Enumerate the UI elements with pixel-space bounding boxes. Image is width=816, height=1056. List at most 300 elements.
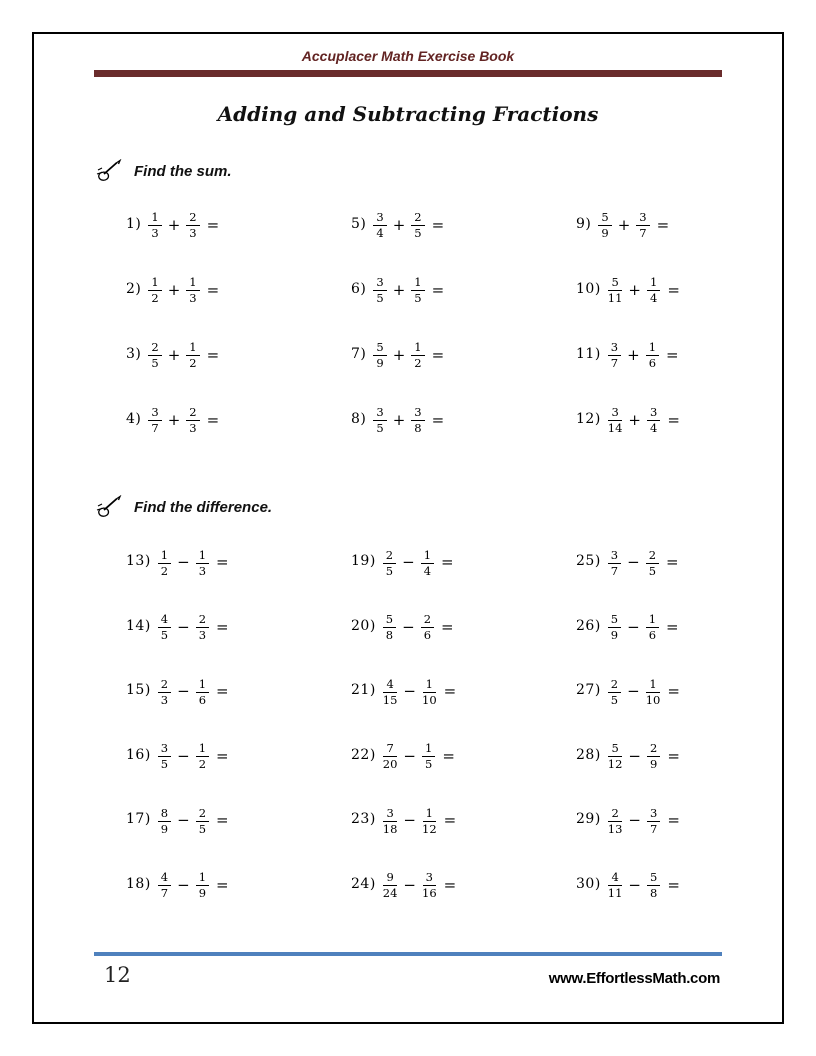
problem-number: 5) <box>351 215 367 232</box>
fraction-b-denominator: 4 <box>650 291 658 305</box>
fraction-a <box>158 678 171 707</box>
fraction-b-denominator: 9 <box>198 886 207 901</box>
fraction-problem <box>576 323 801 388</box>
fraction-b-denominator: 2 <box>198 757 207 772</box>
fraction-a-denominator: 9 <box>610 628 619 643</box>
operator-sign: − <box>628 875 641 894</box>
fraction-a <box>373 276 386 305</box>
fraction-b <box>422 742 435 771</box>
equals-sign: = <box>431 280 445 299</box>
fraction-b-numerator: 3 <box>636 211 649 226</box>
fraction-b <box>196 871 209 900</box>
problem-number: 3) <box>126 345 142 362</box>
fraction-problem <box>576 854 801 919</box>
fraction-a-denominator: 5 <box>376 291 384 305</box>
fraction-a <box>373 211 386 240</box>
fraction-a-numerator: 2 <box>148 341 161 356</box>
fraction-a-numerator: 2 <box>383 549 396 564</box>
equals-sign: = <box>216 682 229 701</box>
operator-sign: + <box>167 215 181 234</box>
book-header-title: Accuplacer Math Exercise Book <box>301 48 515 64</box>
fraction-b-denominator: 7 <box>639 226 647 240</box>
fraction-a-numerator: 8 <box>158 807 171 822</box>
fraction-b <box>411 211 424 240</box>
fraction-a <box>608 276 623 305</box>
equals-sign: = <box>442 746 455 765</box>
fraction-b <box>422 678 437 707</box>
fraction-b-numerator: 1 <box>421 549 434 564</box>
fraction-a-denominator: 7 <box>151 421 159 435</box>
fraction-b-denominator: 4 <box>650 421 658 435</box>
operator-sign: − <box>627 682 640 701</box>
fraction-b-numerator: 5 <box>647 871 660 886</box>
operator-sign: − <box>403 682 416 701</box>
fraction-a-denominator: 13 <box>607 821 623 836</box>
fraction-b-denominator: 6 <box>648 356 657 370</box>
fraction-a-denominator: 9 <box>160 821 169 836</box>
equals-sign: = <box>666 553 679 572</box>
equals-sign: = <box>667 875 680 894</box>
fraction-b <box>421 613 434 642</box>
fraction-problem <box>351 596 576 661</box>
fraction-b-denominator: 7 <box>650 821 658 836</box>
fraction-a-numerator: 5 <box>373 341 386 356</box>
fraction-b <box>196 807 209 836</box>
fraction-b-denominator: 5 <box>648 563 657 578</box>
problem-number: 6) <box>351 280 367 297</box>
fraction-b-numerator: 1 <box>422 742 435 757</box>
problem-number: 9) <box>576 215 592 232</box>
fraction-b-numerator: 2 <box>646 549 659 564</box>
equals-sign: = <box>441 617 454 636</box>
fraction-problem <box>126 531 351 596</box>
equals-sign: = <box>216 875 229 894</box>
problem-number: 21) <box>351 682 376 699</box>
fraction-a-denominator: 8 <box>385 628 394 643</box>
fraction-b <box>647 406 660 435</box>
operator-sign: − <box>177 682 190 701</box>
fraction-b-numerator: 1 <box>196 742 209 757</box>
fraction-problem <box>126 323 351 388</box>
fraction-b-denominator: 8 <box>650 886 658 901</box>
fraction-a-denominator: 5 <box>160 757 169 772</box>
fraction-problem <box>576 193 801 258</box>
operator-sign: − <box>177 811 190 830</box>
fraction-a <box>158 742 171 771</box>
fraction-a-numerator: 2 <box>608 678 621 693</box>
fraction-a-denominator: 3 <box>160 692 169 707</box>
fraction-b-denominator: 2 <box>189 356 197 370</box>
fraction-b <box>647 871 660 900</box>
equals-sign: = <box>667 410 680 429</box>
fraction-a-denominator: 5 <box>160 628 169 643</box>
problem-number: 30) <box>576 875 601 892</box>
fraction-a-denominator: 5 <box>385 563 394 578</box>
operator-sign: − <box>627 617 640 636</box>
operator-sign: + <box>392 410 406 429</box>
fraction-a-denominator: 7 <box>610 356 619 370</box>
fraction-b <box>421 549 434 578</box>
equals-sign: = <box>216 617 229 636</box>
problem-number: 15) <box>126 682 151 699</box>
fraction-a-numerator: 1 <box>148 276 161 291</box>
problem-number: 26) <box>576 617 601 634</box>
fraction-b <box>196 742 209 771</box>
equals-sign: = <box>667 811 680 830</box>
equals-sign: = <box>206 410 220 429</box>
fraction-problem <box>576 258 801 323</box>
fraction-a-numerator: 5 <box>608 276 621 291</box>
equals-sign: = <box>667 682 680 701</box>
fraction-b-numerator: 1 <box>186 341 199 356</box>
fraction-a-numerator: 5 <box>608 613 621 628</box>
fraction-b-denominator: 12 <box>422 821 437 836</box>
fraction-b-denominator: 3 <box>189 421 197 435</box>
fraction-b-numerator: 2 <box>186 406 199 421</box>
equals-sign: = <box>431 215 445 234</box>
footer-divider-line <box>94 952 722 956</box>
fraction-problem <box>126 789 351 854</box>
fraction-b-denominator: 9 <box>650 757 658 772</box>
fraction-a-denominator: 14 <box>607 421 623 435</box>
fraction-b-numerator: 1 <box>196 871 209 886</box>
fraction-b-numerator: 1 <box>647 276 660 291</box>
fraction-b-denominator: 3 <box>198 563 207 578</box>
fraction-b-numerator: 2 <box>421 613 434 628</box>
operator-sign: − <box>177 875 190 894</box>
operator-sign: + <box>167 345 181 364</box>
fraction-b-numerator: 2 <box>196 613 209 628</box>
fraction-b <box>186 341 199 370</box>
fraction-b-denominator: 5 <box>425 757 433 772</box>
problem-number: 4) <box>126 410 142 427</box>
fraction-a-numerator: 7 <box>383 742 396 757</box>
fraction-b <box>422 807 437 836</box>
fraction-a-denominator: 7 <box>160 886 169 901</box>
fraction-b <box>646 549 659 578</box>
problem-number: 12) <box>576 410 601 427</box>
operator-sign: − <box>402 553 415 572</box>
operator-sign: − <box>177 746 190 765</box>
problem-number: 22) <box>351 746 376 763</box>
fraction-b-denominator: 16 <box>422 886 437 901</box>
fraction-a-denominator: 2 <box>160 563 169 578</box>
fraction-b-numerator: 2 <box>411 211 424 226</box>
equals-sign: = <box>666 617 679 636</box>
fraction-b-numerator: 2 <box>647 742 660 757</box>
fraction-problem <box>126 660 351 725</box>
problem-number: 14) <box>126 617 151 634</box>
fraction-a-numerator: 1 <box>148 211 161 226</box>
fraction-b <box>411 406 424 435</box>
fraction-a-numerator: 2 <box>158 678 171 693</box>
operator-sign: + <box>392 280 406 299</box>
operator-sign: − <box>628 746 641 765</box>
fraction-a-numerator: 4 <box>158 613 171 628</box>
fraction-problem <box>351 725 576 790</box>
problem-number: 19) <box>351 553 376 570</box>
fraction-b-numerator: 3 <box>423 871 436 886</box>
operator-sign: + <box>617 215 631 234</box>
fraction-b-denominator: 3 <box>189 226 197 240</box>
operator-sign: + <box>628 410 641 429</box>
section-header-sum <box>96 157 816 185</box>
operator-sign: − <box>403 746 416 765</box>
operator-sign: − <box>403 875 416 894</box>
fraction-a <box>608 406 623 435</box>
fraction-a-numerator: 4 <box>158 871 171 886</box>
section-instruction: Find the sum. <box>134 162 232 180</box>
fraction-b <box>186 406 199 435</box>
writing-hand-icon <box>96 159 122 183</box>
equals-sign: = <box>206 215 220 234</box>
fraction-b-denominator: 3 <box>189 291 197 305</box>
fraction-b-numerator: 1 <box>423 678 436 693</box>
fraction-a-denominator: 5 <box>151 356 159 370</box>
problem-number: 23) <box>351 811 376 828</box>
operator-sign: − <box>177 553 190 572</box>
fraction-b-denominator: 5 <box>414 291 422 305</box>
equals-sign: = <box>667 746 680 765</box>
fraction-problem <box>576 596 801 661</box>
fraction-a <box>158 871 171 900</box>
operator-sign: − <box>628 811 641 830</box>
fraction-a <box>383 678 398 707</box>
fraction-a <box>373 341 386 370</box>
page-title: Adding and Subtracting Fractions <box>217 102 599 126</box>
fraction-a-denominator: 12 <box>607 757 623 772</box>
fraction-a <box>383 742 398 771</box>
fraction-problem <box>576 388 801 453</box>
fraction-problem <box>126 725 351 790</box>
operator-sign: + <box>392 345 406 364</box>
operator-sign: + <box>392 215 406 234</box>
fraction-b <box>647 276 660 305</box>
problem-number: 25) <box>576 553 601 570</box>
fraction-problem <box>351 789 576 854</box>
problem-number: 8) <box>351 410 367 427</box>
problem-number: 2) <box>126 280 142 297</box>
problem-number: 16) <box>126 746 151 763</box>
fraction-a <box>608 742 623 771</box>
fraction-a <box>383 871 398 900</box>
fraction-a <box>608 613 621 642</box>
problem-number: 28) <box>576 746 601 763</box>
fraction-a <box>608 871 623 900</box>
fraction-a-numerator: 4 <box>383 678 396 693</box>
fraction-problem <box>351 388 576 453</box>
fraction-b-denominator: 5 <box>198 821 207 836</box>
fraction-a-denominator: 18 <box>382 821 398 836</box>
fraction-a-denominator: 2 <box>151 291 159 305</box>
fraction-a <box>383 549 396 578</box>
equals-sign: = <box>656 215 670 234</box>
fraction-a <box>608 549 621 578</box>
equals-sign: = <box>666 345 679 364</box>
fraction-problem <box>351 531 576 596</box>
fraction-b-denominator: 8 <box>414 421 422 435</box>
equals-sign: = <box>216 811 229 830</box>
fraction-a-numerator: 2 <box>608 807 621 822</box>
problem-number: 20) <box>351 617 376 634</box>
fraction-a-denominator: 3 <box>151 226 159 240</box>
fraction-b-numerator: 3 <box>647 807 660 822</box>
fraction-a <box>373 406 386 435</box>
fraction-b <box>647 742 660 771</box>
fraction-a-numerator: 3 <box>383 807 396 822</box>
fraction-b <box>196 613 209 642</box>
operator-sign: − <box>402 617 415 636</box>
fraction-a-numerator: 3 <box>608 549 621 564</box>
section-instruction: Find the difference. <box>134 498 273 516</box>
fraction-a-numerator: 5 <box>598 211 611 226</box>
fraction-a-numerator: 4 <box>608 871 621 886</box>
fraction-a-denominator: 11 <box>607 291 623 305</box>
fraction-a <box>608 341 621 370</box>
fraction-problem <box>126 193 351 258</box>
fraction-problem <box>576 660 801 725</box>
fraction-a <box>608 807 623 836</box>
problem-number: 1) <box>126 215 142 232</box>
operator-sign: − <box>627 553 640 572</box>
fraction-b-numerator: 1 <box>646 678 659 693</box>
writing-hand-icon <box>96 495 122 519</box>
fraction-a <box>148 406 161 435</box>
fraction-a-denominator: 5 <box>376 421 384 435</box>
fraction-a <box>383 613 396 642</box>
fraction-problem <box>126 596 351 661</box>
header-divider-bar <box>94 70 722 77</box>
fraction-a <box>148 211 161 240</box>
fraction-problem <box>351 854 576 919</box>
fraction-a-numerator: 5 <box>383 613 396 628</box>
fraction-problem <box>126 854 351 919</box>
operator-sign: − <box>177 617 190 636</box>
fraction-a-denominator: 24 <box>382 886 398 901</box>
fraction-a-numerator: 3 <box>158 742 171 757</box>
fraction-a-numerator: 1 <box>158 549 171 564</box>
fraction-b-numerator: 1 <box>423 807 436 822</box>
fraction-b-denominator: 3 <box>198 628 207 643</box>
problem-number: 10) <box>576 280 601 297</box>
fraction-a <box>598 211 611 240</box>
difference-problems-grid <box>126 531 816 918</box>
fraction-problem <box>351 660 576 725</box>
problem-number: 13) <box>126 553 151 570</box>
fraction-a <box>608 678 621 707</box>
fraction-problem <box>576 531 801 596</box>
fraction-b-denominator: 6 <box>423 628 432 643</box>
problem-number: 18) <box>126 875 151 892</box>
fraction-b-denominator: 6 <box>648 628 657 643</box>
fraction-problem <box>576 789 801 854</box>
sum-problems-grid <box>126 193 816 453</box>
equals-sign: = <box>206 280 220 299</box>
fraction-a-denominator: 7 <box>610 563 619 578</box>
fraction-problem <box>576 725 801 790</box>
fraction-b-denominator: 6 <box>198 692 207 707</box>
operator-sign: + <box>167 280 181 299</box>
equals-sign: = <box>443 875 457 894</box>
fraction-b <box>186 276 199 305</box>
fraction-b <box>646 613 659 642</box>
fraction-b-numerator: 1 <box>411 341 424 356</box>
fraction-b <box>647 807 660 836</box>
fraction-b-numerator: 1 <box>646 341 659 356</box>
fraction-b-numerator: 3 <box>647 406 660 421</box>
fraction-a-numerator: 5 <box>608 742 621 757</box>
fraction-a-numerator: 3 <box>373 211 386 226</box>
fraction-a-numerator: 3 <box>608 341 621 356</box>
fraction-b <box>636 211 649 240</box>
problem-number: 17) <box>126 811 151 828</box>
equals-sign: = <box>431 410 445 429</box>
fraction-b <box>411 276 424 305</box>
equals-sign: = <box>443 682 457 701</box>
operator-sign: + <box>167 410 181 429</box>
fraction-a-denominator: 11 <box>607 886 623 901</box>
fraction-b-numerator: 2 <box>186 211 199 226</box>
fraction-a-denominator: 5 <box>610 692 619 707</box>
footer-website-url: www.EffortlessMath.com <box>548 970 720 987</box>
fraction-a-denominator: 9 <box>376 356 384 370</box>
operator-sign: + <box>628 280 641 299</box>
fraction-b <box>422 871 437 900</box>
fraction-a <box>158 807 171 836</box>
equals-sign: = <box>443 811 457 830</box>
operator-sign: − <box>403 811 416 830</box>
fraction-b <box>411 341 424 370</box>
fraction-b <box>646 341 659 370</box>
fraction-problem <box>351 193 576 258</box>
page-number: 12 <box>104 963 131 987</box>
problem-number: 24) <box>351 875 376 892</box>
fraction-a-numerator: 9 <box>383 871 396 886</box>
fraction-b-denominator: 2 <box>414 356 422 370</box>
fraction-problem <box>351 323 576 388</box>
fraction-b-denominator: 4 <box>423 563 432 578</box>
equals-sign: = <box>216 746 229 765</box>
fraction-b <box>196 549 209 578</box>
equals-sign: = <box>206 345 220 364</box>
fraction-a-numerator: 3 <box>373 406 386 421</box>
fraction-b <box>646 678 661 707</box>
equals-sign: = <box>667 280 680 299</box>
problem-number: 7) <box>351 345 367 362</box>
problem-number: 11) <box>576 345 601 362</box>
fraction-b <box>196 678 209 707</box>
fraction-b-numerator: 1 <box>186 276 199 291</box>
fraction-problem <box>126 258 351 323</box>
fraction-b-numerator: 2 <box>196 807 209 822</box>
fraction-a <box>383 807 398 836</box>
fraction-b-numerator: 1 <box>196 549 209 564</box>
fraction-problem <box>351 258 576 323</box>
fraction-b-numerator: 1 <box>196 678 209 693</box>
fraction-problem <box>126 388 351 453</box>
fraction-b-denominator: 10 <box>422 692 437 707</box>
fraction-b-numerator: 1 <box>646 613 659 628</box>
fraction-a <box>148 276 161 305</box>
fraction-a <box>158 613 171 642</box>
section-header-difference <box>96 493 816 521</box>
fraction-a <box>148 341 161 370</box>
equals-sign: = <box>441 553 454 572</box>
fraction-b <box>186 211 199 240</box>
equals-sign: = <box>216 553 229 572</box>
fraction-a-denominator: 15 <box>382 692 398 707</box>
fraction-b-denominator: 10 <box>645 692 661 707</box>
